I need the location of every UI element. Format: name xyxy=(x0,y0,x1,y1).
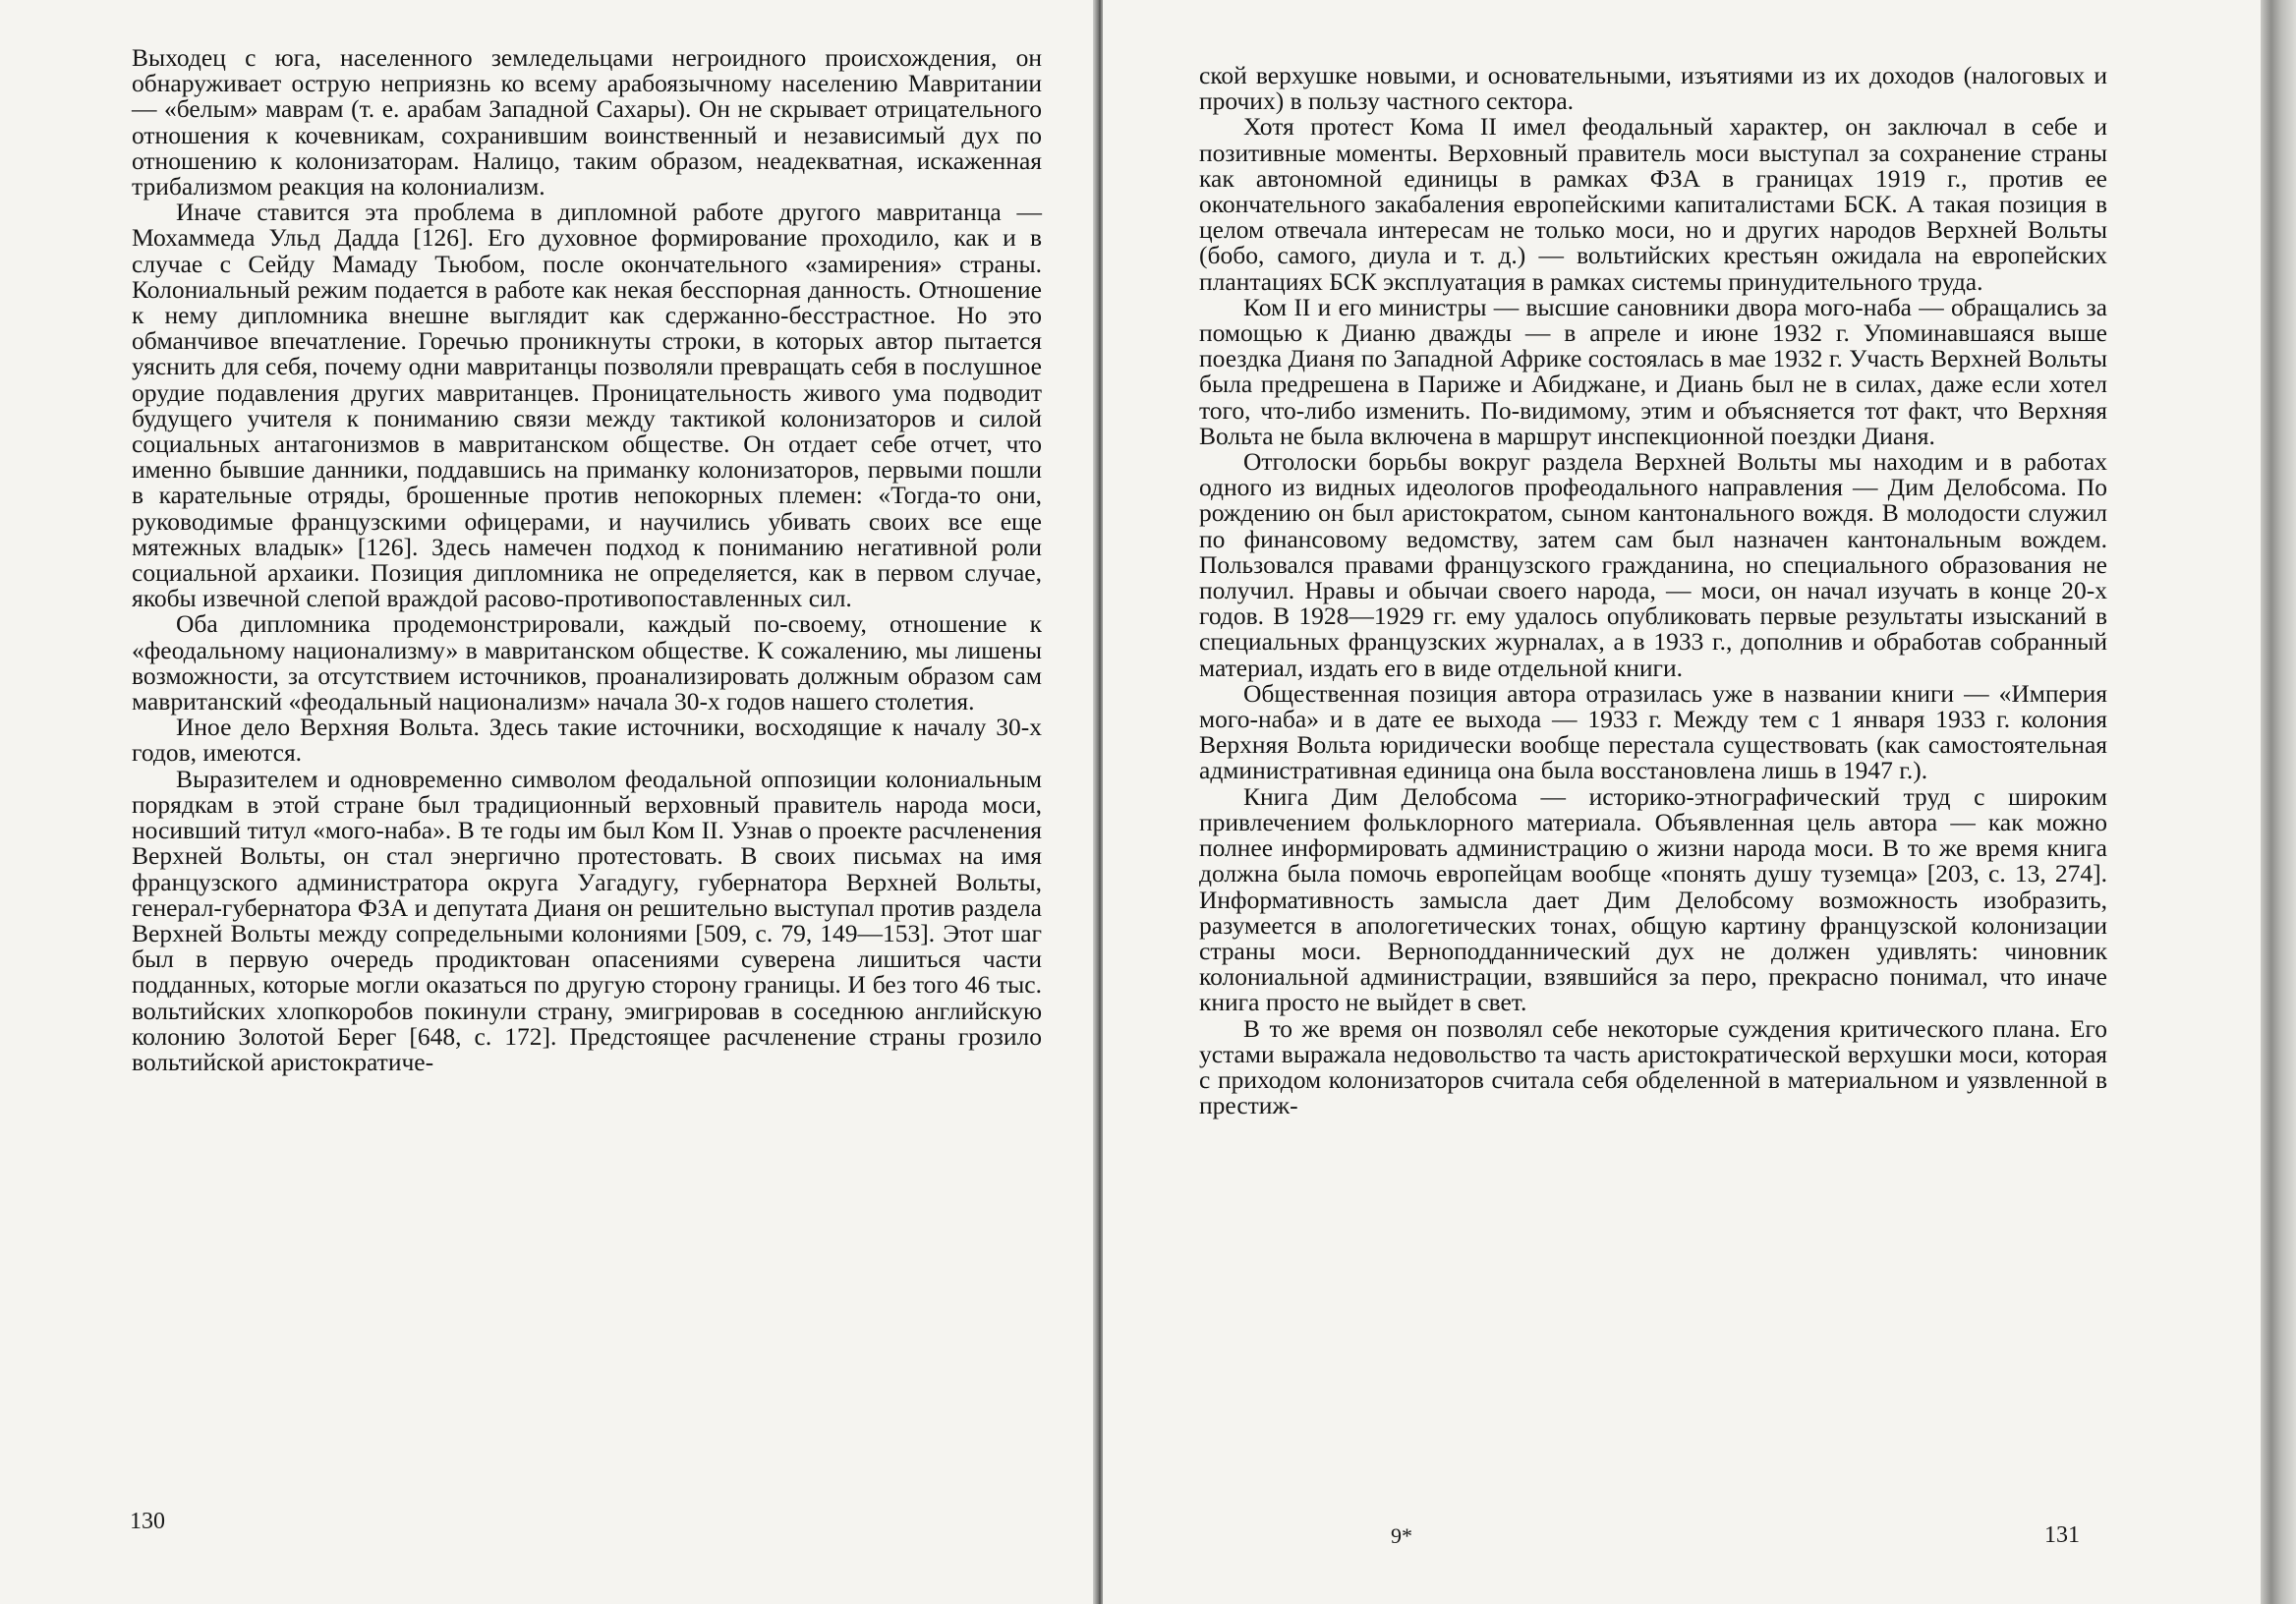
paragraph: В то же время он позволял себе некоторые суждения критического плана. Его устами выражала недовольство та часть аристократической верхушки моси, которая с приходом колонизаторов считала себя обделенной в материальном и уязвленной в престиж- xyxy=(1199,1013,2107,1120)
left-page xyxy=(0,0,1099,1604)
paragraph: Оба дипломника продемонстрировали, каждый по-своему, отношение к «феодальному национализму» в мавританском обществе. К сожалению, мы лишены возможности, за отсутствием источников, проанализировать должным образом сам мавританский «феодальный национализм» начала 30-х годов нашего столетия. xyxy=(132,609,1042,716)
paragraph: Книга Дим Делобсома — историко-этнографический труд с широким привлечением фольклорного материала. Объявленная цель автора — как можно полнее информировать администрацию о жизни народа моси. В то же время книга должна была помочь европейцам вообще «понять душу туземца» [203, с. 13, 274]. Информативность замысла дает Дим Делобсому возможность изобразить, разумеется в апологетических тонах, общую картину французской колонизации страны моси. Верноподданнический дух не должен удивлять: чиновник колониальной администрации, взявшийся за перо, прекрасно понимал, что иначе книга просто не выйдет в свет. xyxy=(1199,781,2107,1017)
paragraph: Иначе ставится эта проблема в дипломной работе другого мавританца — Мохаммеда Ульд Дадда [126]. Его духовное формирование проходило, как и в случае с Сейду Мамаду Тьюбом, после окончательного «замирения» страны. Колониальный режим подается в работе как некая бесспорная данность. Отношение к нему дипломника внешне выглядит как сдержанно-бесстрастное. Но это обманчивое впечатление. Горечью проникнуты строки, в которых автор пытается уяснить для себя, почему одни мавританцы позволяли превращать себя в послушное орудие подавления других мавританцев. Проницательность живого ума подводит будущего учителя к пониманию связи между тактикой колонизаторов и силой социальных антагонизмов в мавританском обществе. Он отдает себе отчет, что именно бывшие данники, поддавшись на приманку колонизаторов, первыми пошли в карательные отряды, брошенные против непокорных племен: «Тогда-то они, руководимые французскими офицерами, и научились убивать своих все еще мятежных владык» [126]. Здесь намечен подход к пониманию негативной роли социальной архаики. Позиция дипломника не определяется, как в первом случае, якобы извечной слепой враждой расово-противопоставленных сил. xyxy=(132,198,1042,613)
paragraph: Выходец с юга, населенного земледельцами негроидного происхождения, он обнаруживает острую неприязнь ко всему арабоязычному населению Мавритании — «белым» маврам (т. е. арабам Западной Сахары). Он не скрывает отрицательного отношения к кочевникам, сохранившим воинственный и независимый дух по отношению к колонизаторам. Налицо, таким образом, неадекватная, искаженная трибализмом реакция на колониализм. xyxy=(132,43,1042,201)
paragraph: Ком II и его министры — высшие сановники двора мого-наба — обращались за помощью к Дианю дважды — в апреле и июне 1932 г. Упоминавшаяся выше поездка Дианя по Западной Африке состоялась в мае 1932 г. Участь Верхней Вольты была предрешена в Париже и Абиджане, и Диань был не в силах, даже если хотел того, что-либо изменить. По-видимому, этим и объясняется тот факт, что Верхняя Вольта не была включена в маршрут инспекционной поездки Дианя. xyxy=(1199,292,2107,450)
paragraph: Отголоски борьбы вокруг раздела Верхней Вольты мы находим и в работах одного из видных идеологов профеодального направления — Дим Делобсома. По рождению он был аристократом, сыном кантонального вождя. В молодости служил по финансовому ведомству, затем сам был назначен кантональным вождем. Пользовался правами французского гражданина, но специального образования не получил. Нравы и обычаи своего народа, — моси, он начал изучать в конце 20-х годов. В 1928—1929 гг. ему удалось опубликовать первые результаты изысканий в специальных французских журналах, а в 1933 г., дополнив и обработав собранный материал, издать его в виде отдельной книги. xyxy=(1199,447,2107,682)
paragraph: ской верхушке новыми, и основательными, изъятиями из их доходов (налоговых и прочих) в пользу частного сектора. xyxy=(1199,61,2107,116)
right-page xyxy=(1103,0,2263,1604)
left-page-text xyxy=(132,45,1042,1075)
right-page-text xyxy=(1199,63,2107,1118)
paragraph: Хотя протест Кома II имел феодальный характер, он заключал в себе и позитивные моменты. Верховный правитель моси выступал за сохранение страны как автономной единицы в рамках ФЗА в границах 1919 г., против ее окончательного закабаления европейскими капиталистами БСК. А такая позиция в целом отвечала интересам не только моси, но и других народов Верхней Вольты (бобо, самого, диула и т. д.) — вольтийских крестьян ожидала на европейских плантациях БСК эксплуатация в рамках системы принудительного труда. xyxy=(1199,112,2107,296)
page-edge xyxy=(2261,0,2296,1604)
page-number: 130 xyxy=(130,1509,165,1534)
paragraph: Иное дело Верхняя Вольта. Здесь такие источники, восходящие к началу 30-х годов, имеются. xyxy=(132,713,1042,768)
paragraph: Выразителем и одновременно символом феодальной оппозиции колониальным порядкам в этой стране был традиционный верховный правитель народа моси, носивший титул «мого-наба». В те годы им был Ком II. Узнав о проекте расчленения Верхней Вольты, он стал энергично протестовать. В своих письмах на имя французского администратора округа Уагадугу, губернатора Верхней Вольты, генерал-губернатора ФЗА и депутата Дианя он решительно выступал против раздела Верхней Вольты между сопредельными колониями [509, с. 79, 149—153]. Этот шаг был в первую очередь продиктован опасениями суверена лишиться части подданных, которые могли оказаться по другую сторону границы. И без того 46 тыс. вольтийских хлопкоробов покинули страну, эмигрировав в соседнюю английскую колонию Золотой Берег [648, с. 172]. Предстоящее расчленение страны грозило вольтийской аристократиче- xyxy=(132,764,1042,1076)
paragraph: Общественная позиция автора отразилась уже в названии книги — «Империя мого-наба» и в дате ее выхода — 1933 г. Между тем с 1 января 1933 г. колония Верхняя Вольта юридически вообще перестала существовать (как самостоятельная административная единица она была восстановлена лишь в 1947 г.). xyxy=(1199,678,2107,785)
page-number: 131 xyxy=(2044,1522,2080,1548)
printer-signature: 9* xyxy=(1391,1523,1412,1548)
